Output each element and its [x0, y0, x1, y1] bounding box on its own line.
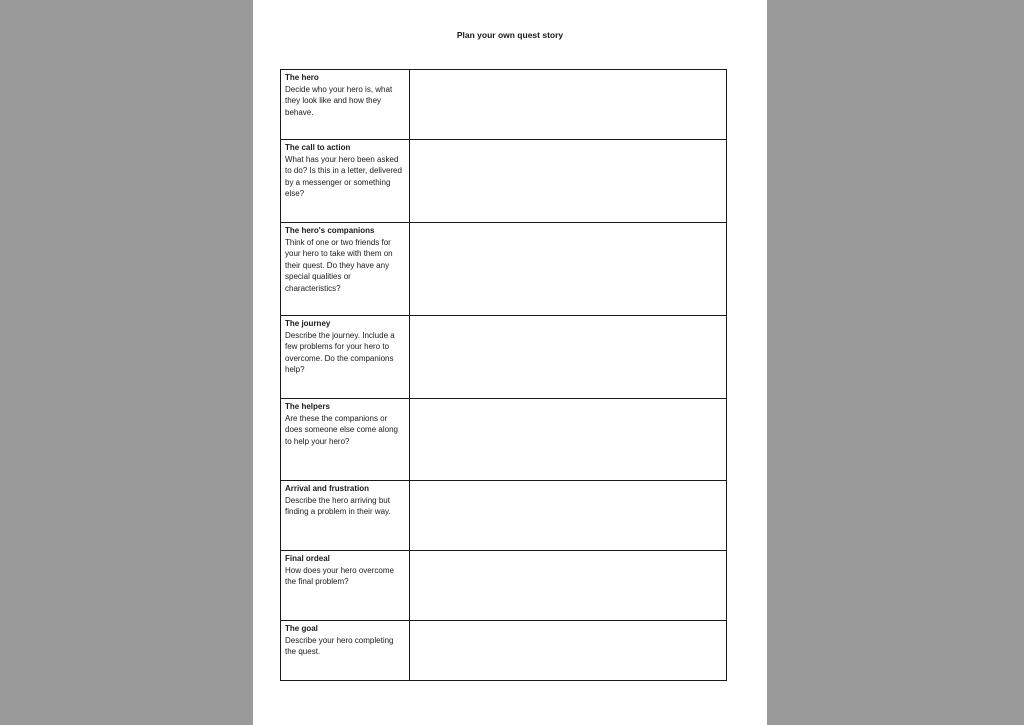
- table-row: [281, 551, 727, 621]
- row-heading: The hero's companions: [285, 226, 375, 235]
- row-description: Decide who your hero is, what they look like and how they behave.: [285, 84, 393, 117]
- row-description: Describe the hero arriving but finding a problem in their way.: [285, 495, 391, 517]
- table-row: [281, 316, 727, 399]
- prompt-cell: [281, 223, 410, 316]
- answer-cell[interactable]: [410, 481, 727, 551]
- row-heading: The goal: [285, 624, 318, 633]
- answer-cell[interactable]: [410, 316, 727, 399]
- row-heading: The journey: [285, 319, 331, 328]
- prompt-cell: [281, 399, 410, 481]
- table-row: [281, 223, 727, 316]
- prompt-cell: [281, 481, 410, 551]
- row-description: What has your hero been asked to do? Is this in a letter, delivered by a messenger or something else?: [285, 154, 402, 199]
- prompt-cell: [281, 70, 410, 140]
- row-heading: Arrival and frustration: [285, 484, 370, 493]
- prompt-cell: [281, 551, 410, 621]
- document-page: [253, 0, 767, 725]
- row-description: Describe the journey. Include a few problems for your hero to overcome. Do the companions help?: [285, 330, 395, 375]
- answer-cell[interactable]: [410, 621, 727, 681]
- answer-cell[interactable]: [410, 140, 727, 223]
- row-description: Are these the companions or does someone else come along to help your hero?: [285, 413, 398, 446]
- answer-cell[interactable]: [410, 399, 727, 481]
- row-heading: Final ordeal: [285, 554, 330, 563]
- prompt-cell: [281, 140, 410, 223]
- table-row: [281, 481, 727, 551]
- row-heading: The call to action: [285, 143, 351, 152]
- row-description: Think of one or two friends for your hero to take with them on their quest. Do they have any special qualities or characteristics?: [285, 237, 393, 293]
- row-description: How does your hero overcome the final problem?: [285, 565, 394, 587]
- row-heading: The hero: [285, 73, 319, 82]
- prompt-cell: [281, 621, 410, 681]
- table-row: [281, 621, 727, 681]
- answer-cell[interactable]: [410, 551, 727, 621]
- table-row: [281, 140, 727, 223]
- answer-cell[interactable]: [410, 223, 727, 316]
- quest-plan-table: [280, 69, 727, 681]
- row-description: Describe your hero completing the quest.: [285, 635, 394, 657]
- prompt-cell: [281, 316, 410, 399]
- answer-cell[interactable]: [410, 70, 727, 140]
- table-row: [281, 70, 727, 140]
- row-heading: The helpers: [285, 402, 330, 411]
- page-title: Plan your own quest story: [456, 30, 564, 40]
- table-row: [281, 399, 727, 481]
